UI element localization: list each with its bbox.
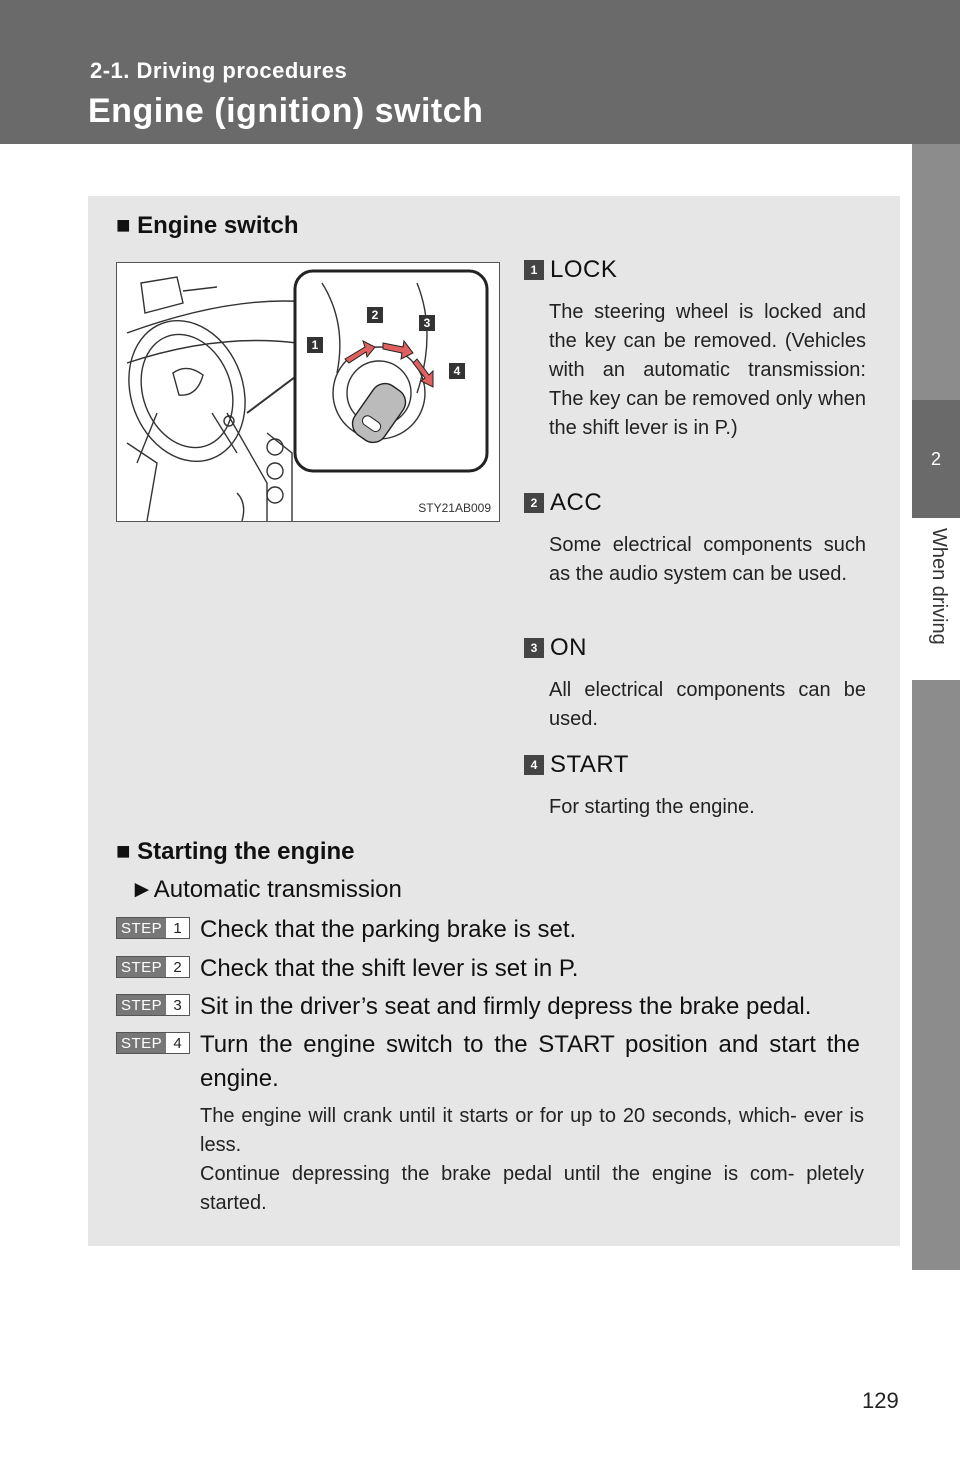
page-number: 129	[862, 1388, 899, 1413]
step-text: Turn the engine switch to the START position and start the engine.	[200, 1031, 860, 1092]
step-note	[200, 1102, 864, 1218]
position-number-badge: 2	[524, 493, 544, 513]
position-name: ACC	[550, 489, 603, 516]
transmission-subheading: ►Automatic transmission	[130, 876, 402, 903]
marker-4: 4	[453, 364, 461, 378]
position-item-on	[524, 634, 866, 734]
position-item-lock	[524, 256, 866, 443]
marker-3: 3	[423, 316, 431, 330]
section-label: 2-1. Driving procedures	[90, 58, 348, 83]
engine-switch-heading: ■ Engine switch	[116, 212, 299, 239]
step-1	[116, 913, 860, 947]
step-badge: STEP 2	[116, 956, 190, 978]
position-name: LOCK	[550, 256, 618, 283]
page-title: Engine (ignition) switch	[88, 92, 484, 130]
position-name: START	[550, 751, 629, 778]
position-description: Some electrical components such as the audio system can be used.	[549, 534, 866, 585]
step-text: Check that the parking brake is set.	[200, 916, 577, 943]
position-item-start	[524, 751, 866, 822]
position-name: ON	[550, 634, 587, 661]
position-number-badge: 4	[524, 755, 544, 775]
note-line-2: Continue depressing the brake pedal until the engine is com- pletely started.	[200, 1163, 864, 1214]
ignition-drawing	[117, 263, 501, 523]
position-item-acc	[524, 489, 866, 589]
ignition-illustration	[116, 262, 500, 522]
step-badge: STEP 4	[116, 1032, 190, 1054]
page-header	[0, 0, 960, 144]
position-number-badge: 3	[524, 638, 544, 658]
starting-engine-heading: ■ Starting the engine	[116, 838, 355, 865]
step-text: Check that the shift lever is set in P.	[200, 955, 579, 982]
step-4	[116, 1028, 860, 1096]
marker-2: 2	[371, 308, 379, 322]
step-badge: STEP 3	[116, 994, 190, 1016]
side-tab-strip-bottom	[912, 680, 960, 1270]
step-badge: STEP 1	[116, 917, 190, 939]
side-tab-strip-top	[912, 144, 960, 400]
position-description: The steering wheel is locked and the key can be removed. (Vehicles with an automatic transmission: The key can be removed only when the shift lever is in P.)	[549, 301, 866, 439]
position-description: All electrical components can be used.	[549, 679, 866, 730]
position-description: For starting the engine.	[549, 796, 755, 818]
position-number-badge: 1	[524, 260, 544, 280]
step-3	[116, 990, 860, 1024]
step-2	[116, 952, 860, 986]
side-tab-number: 2	[912, 400, 960, 518]
side-tab-label: When driving	[928, 528, 950, 645]
step-text: Sit in the driver’s seat and firmly depress the brake pedal.	[200, 993, 812, 1020]
marker-1: 1	[311, 338, 319, 352]
illustration-code: STY21AB009	[418, 501, 491, 515]
note-line-1: The engine will crank until it starts or for up to 20 seconds, which- ever is less.	[200, 1105, 864, 1156]
